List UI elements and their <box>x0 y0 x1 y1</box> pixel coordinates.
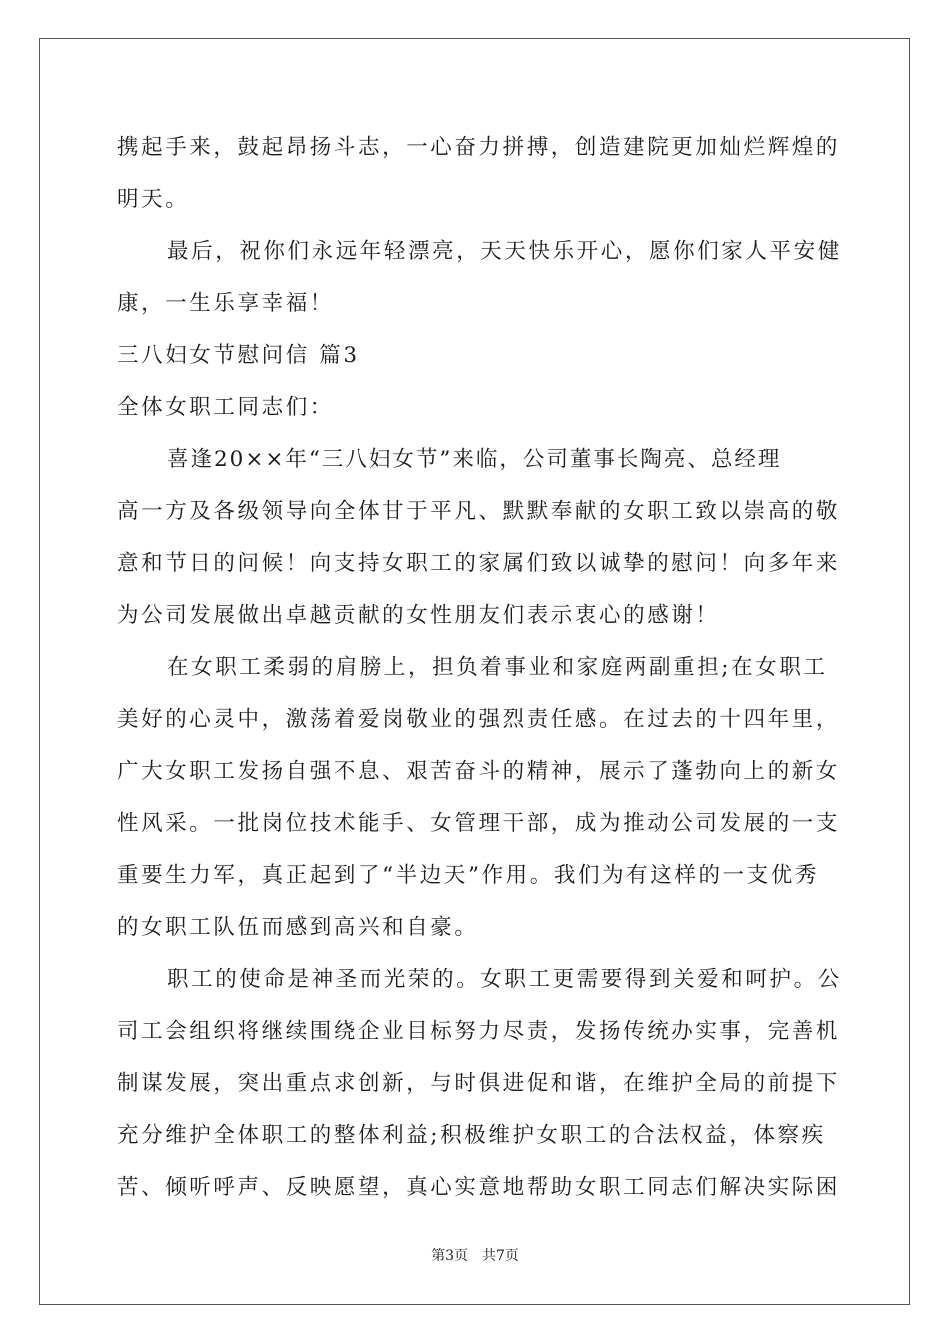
section-heading: 三八妇女节慰问信 篇3 <box>117 343 360 368</box>
document-body <box>117 128 842 1220</box>
page-total: 共7页 <box>482 1248 519 1264</box>
text-line: 为公司发展做出卓越贡献的女性朋友们表示衷心的感谢！ <box>117 603 720 628</box>
text-line: 重要生力军，真正起到了“半边天”作用。我们为有这样的一支优秀 <box>117 863 819 888</box>
text-line: 携起手来，鼓起昂扬斗志，一心奋力拼搏，创造建院更加灿烂辉煌的 <box>117 135 841 160</box>
text-line: 美好的心灵中，激荡着爱岗敬业的强烈责任感。在过去的十四年里， <box>117 707 841 732</box>
text-line: 明天。 <box>117 187 190 212</box>
text-line: 在女职工柔弱的肩膀上，担负着事业和家庭两副重担;在女职工 <box>167 655 828 680</box>
text-line: 喜逢20××年“三八妇女节”来临，公司董事长陶亮、总经理 <box>167 447 782 472</box>
text-line: 康，一生乐享幸福！ <box>117 291 334 316</box>
text-line: 制谋发展，突出重点求创新，与时俱进促和谐，在维护全局的前提下 <box>117 1071 841 1096</box>
salutation: 全体女职工同志们： <box>117 395 334 420</box>
text-line: 意和节日的问候！向支持女职工的家属们致以诚挚的慰问！向多年来 <box>117 551 841 576</box>
text-line: 广大女职工发扬自强不息、艰苦奋斗的精神，展示了蓬勃向上的新女 <box>117 759 841 784</box>
text-line: 司工会组织将继续围绕企业目标努力尽责，发扬传统办实事，完善机 <box>117 1019 841 1044</box>
text-line: 最后，祝你们永远年轻漂亮，天天快乐开心，愿你们家人平安健 <box>167 239 842 264</box>
text-line: 性风采。一批岗位技术能手、女管理干部，成为推动公司发展的一支 <box>117 811 841 836</box>
page-number: 第3页 <box>431 1248 468 1264</box>
text-line: 职工的使命是神圣而光荣的。女职工更需要得到关爱和呵护。公 <box>167 967 842 992</box>
text-line: 苦、倾听呼声、反映愿望，真心实意地帮助女职工同志们解决实际困 <box>117 1175 841 1200</box>
text-line: 高一方及各级领导向全体甘于平凡、默默奉献的女职工致以崇高的敬 <box>117 499 841 524</box>
text-line: 的女职工队伍而感到高兴和自豪。 <box>117 915 479 940</box>
text-line: 充分维护全体职工的整体利益;积极维护女职工的合法权益，体察疾 <box>117 1123 826 1148</box>
page-footer <box>0 1245 950 1265</box>
